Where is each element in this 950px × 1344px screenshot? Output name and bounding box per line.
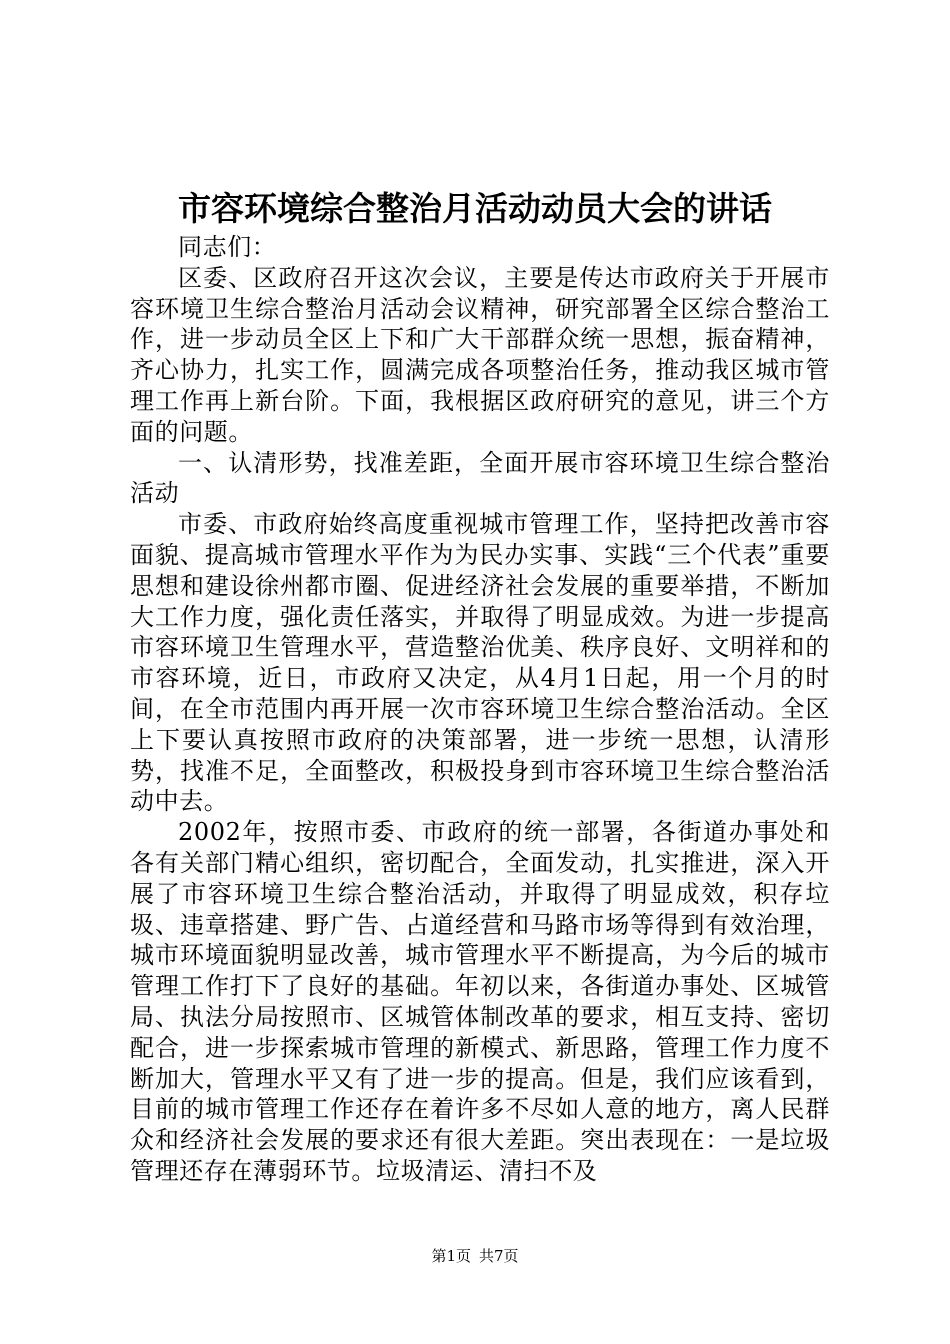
paragraph-intro: 区委、区政府召开这次会议，主要是传达市政府关于开展市容环境卫生综合整治月活动会议精神，研究部署全区综合整治工作，进一步动员全区上下和广大干部群众统一思想，振奋精神，齐心协力，扎实工作，圆满完成各项整治任务，推动我区城市管理工作再上新台阶。下面，我根据区政府研究的意见，讲三个方面的问题。 bbox=[130, 263, 830, 446]
salutation: 同志们： bbox=[178, 233, 277, 261]
section-heading-1: 一、认清形势，找准差距，全面开展市容环境卫生综合整治活动 bbox=[130, 448, 830, 508]
page-number: 第1页 bbox=[431, 1247, 471, 1265]
document-body bbox=[130, 232, 830, 1187]
page-footer bbox=[0, 1246, 950, 1266]
paragraph-city-management: 市委、市政府始终高度重视城市管理工作，坚持把改善市容面貌、提高城市管理水平作为为民办实事、实践“三个代表”重要思想和建设徐州都市圈、促进经济社会发展的重要举措，不断加大工作力度，强化责任落实，并取得了明显成效。为进一步提高市容环境卫生管理水平，营造整治优美、秩序良好、文明祥和的市容环境，近日，市政府又决定，从4月1日起，用一个月的时间，在全市范围内再开展一次市容环境卫生综合整治活动。全区上下要认真按照市政府的决策部署，进一步统一思想，认清形势，找准不足，全面整改，积极投身到市容环境卫生综合整治活动中去。 bbox=[130, 510, 830, 816]
document-title: 市容环境综合整治月活动动员大会的讲话 bbox=[178, 189, 772, 228]
page-total: 共7页 bbox=[479, 1247, 519, 1265]
paragraph-2002: 2002年，按照市委、市政府的统一部署，各街道办事处和各有关部门精心组织，密切配合，全面发动，扎实推进，深入开展了市容环境卫生综合整治活动，并取得了明显成效，积存垃圾、违章搭建、野广告、占道经营和马路市场等得到有效治理，城市环境面貌明显改善，城市管理水平不断提高，为今后的城市管理工作打下了良好的基础。年初以来，各街道办事处、区城管局、执法分局按照市、区城管体制改革的要求，相互支持、密切配合，进一步探索城市管理的新模式、新思路，管理工作力度不断加大，管理水平又有了进一步的提高。但是，我们应该看到，目前的城市管理工作还存在着许多不尽如人意的地方，离人民群众和经济社会发展的要求还有很大差距。突出表现在：一是垃圾管理还存在薄弱环节。垃圾清运、清扫不及 bbox=[130, 818, 830, 1185]
